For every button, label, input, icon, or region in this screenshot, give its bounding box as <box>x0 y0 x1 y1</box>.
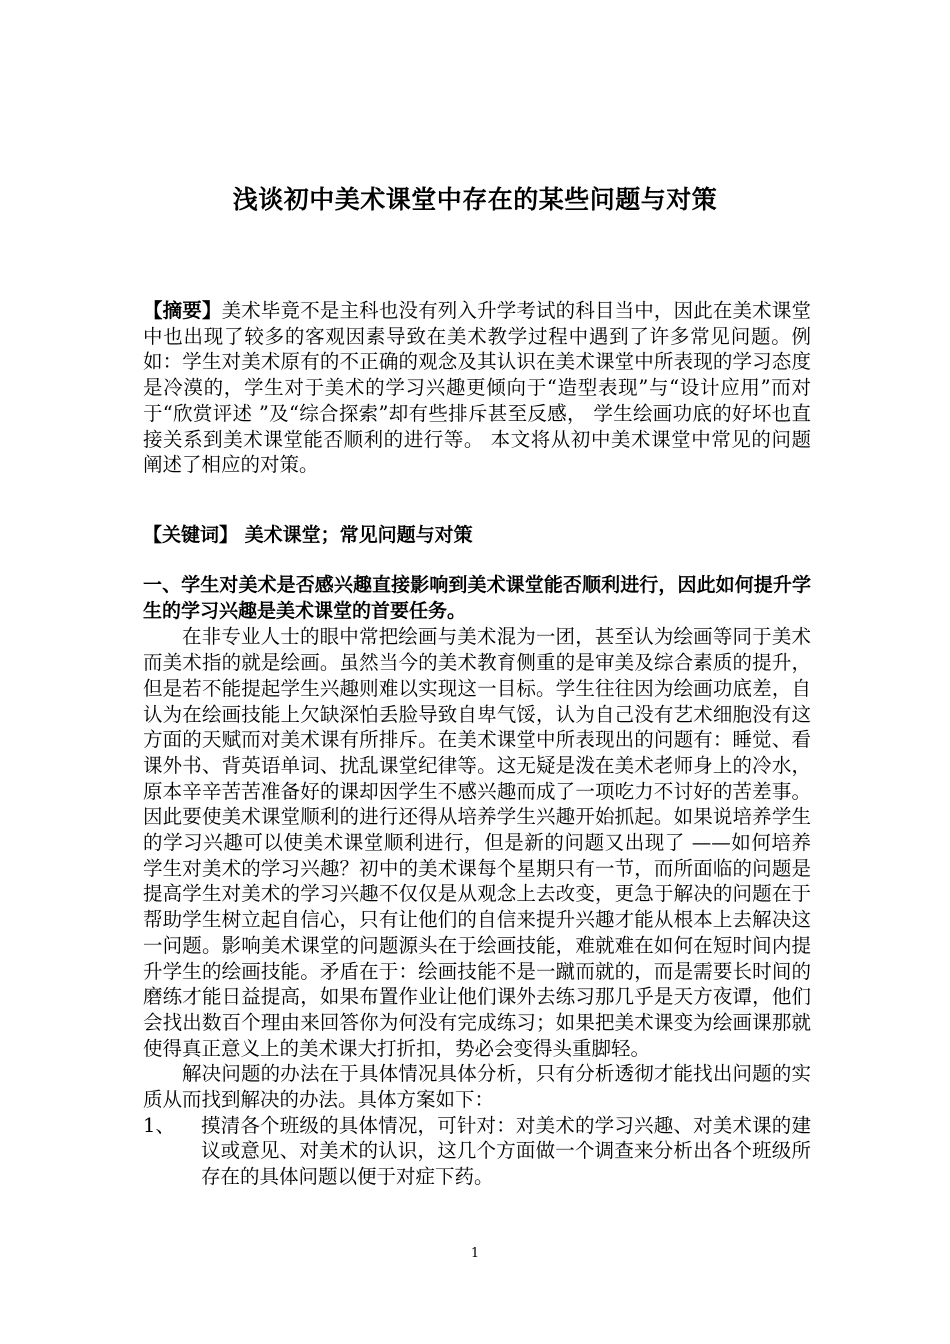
section-heading: 一、学生对美术是否感兴趣直接影响到美术课堂能否顺利进行，因此如何提升学生的学习兴趣是美术课堂的首要任务。 <box>143 574 811 622</box>
list-item-number: 1、 <box>143 1113 175 1137</box>
keywords-line <box>143 523 811 549</box>
abstract-label: 【摘要】 <box>143 299 222 322</box>
body-paragraph-2: 解决问题的办法在于具体情况具体分析，只有分析透彻才能找出问题的实质从而找到解决的办法。具体方案如下： <box>143 1062 811 1112</box>
body-paragraph-1: 在非专业人士的眼中常把绘画与美术混为一团，甚至认为绘画等同于美术而美术指的就是绘画。虽然当今的美术教育侧重的是审美及综合素质的提升，但是若不能提起学生兴趣则难以实现这一目标。学生往往因为绘画功底差，自认为在绘画技能上欠缺深怕丢脸导致自卑气馁，认为自己没有艺术细胞没有这方面的天赋而对美术课有所排斥。在美术课堂中所表现出的问题有：睡觉、看课外书、背英语单词、扰乱课堂纪律等。这无疑是泼在美术老师身上的冷水，原本辛辛苦苦准备好的课却因学生不感兴趣而成了一项吃力不讨好的苦差事。因此要使美术课堂顺利的进行还得从培养学生兴趣开始抓起。如果说培养学生的学习兴趣可以使美术课堂顺利进行，但是新的问题又出现了 ——如何培养学生对美术的学习兴趣？初中的美术课每个星期只有一节，而所面临的问题是提高学生对美术的学习兴趣不仅仅是从观念上去改变，更急于解决的问题在于帮助学生树立起自信心，只有让他们的自信来提升兴趣才能从根本上去解决这一问题。影响美术课堂的问题源头在于绘画技能，难就难在如何在短时间内提升学生的绘画技能。矛盾在于：绘画技能不是一蹴而就的，而是需要长时间的磨练才能日益提高，如果布置作业让他们课外去练习那几乎是天方夜谭，他们会找出数百个理由来回答你为何没有完成练习；如果把美术课变为绘画课那就使得真正意义上的美术课大打折扣，势必会变得头重脚轻。 <box>143 625 811 1060</box>
page-number: 1 <box>470 1246 480 1261</box>
abstract-paragraph <box>143 298 811 478</box>
abstract-text: 美术毕竟不是主科也没有列入升学考试的科目当中，因此在美术课堂中也出现了较多的客观因素导致在美术教学过程中遇到了许多常见问题。例如：学生对美术原有的不正确的观念及其认识在美术课堂中所表现的学习态度是冷漠的，学生对于美术的学习兴趣更倾向于“造型表现”与“设计应用”而对于“欣赏评述 ”及“综合探索”却有些排斥甚至反感， 学生绘画功底的好坏也直接关系到美术课堂能否顺利的进行等。 本文将从初中美术课堂中常见的问题阐述了相应的对策。 <box>143 299 811 477</box>
section-one <box>143 573 811 1190</box>
keywords-text: 美术课堂；常见问题与对策 <box>238 524 473 546</box>
list-item <box>143 1113 811 1190</box>
keywords-label: 【关键词】 <box>143 524 239 546</box>
list-item-text: 摸清各个班级的具体情况，可针对：对美术的学习兴趣、对美术课的建议或意见、对美术的认识，这几个方面做一个调查来分析出各个班级所存在的具体问题以便于对症下药。 <box>201 1113 811 1189</box>
document-title: 浅谈初中美术课堂中存在的某些问题与对策 <box>232 185 718 214</box>
